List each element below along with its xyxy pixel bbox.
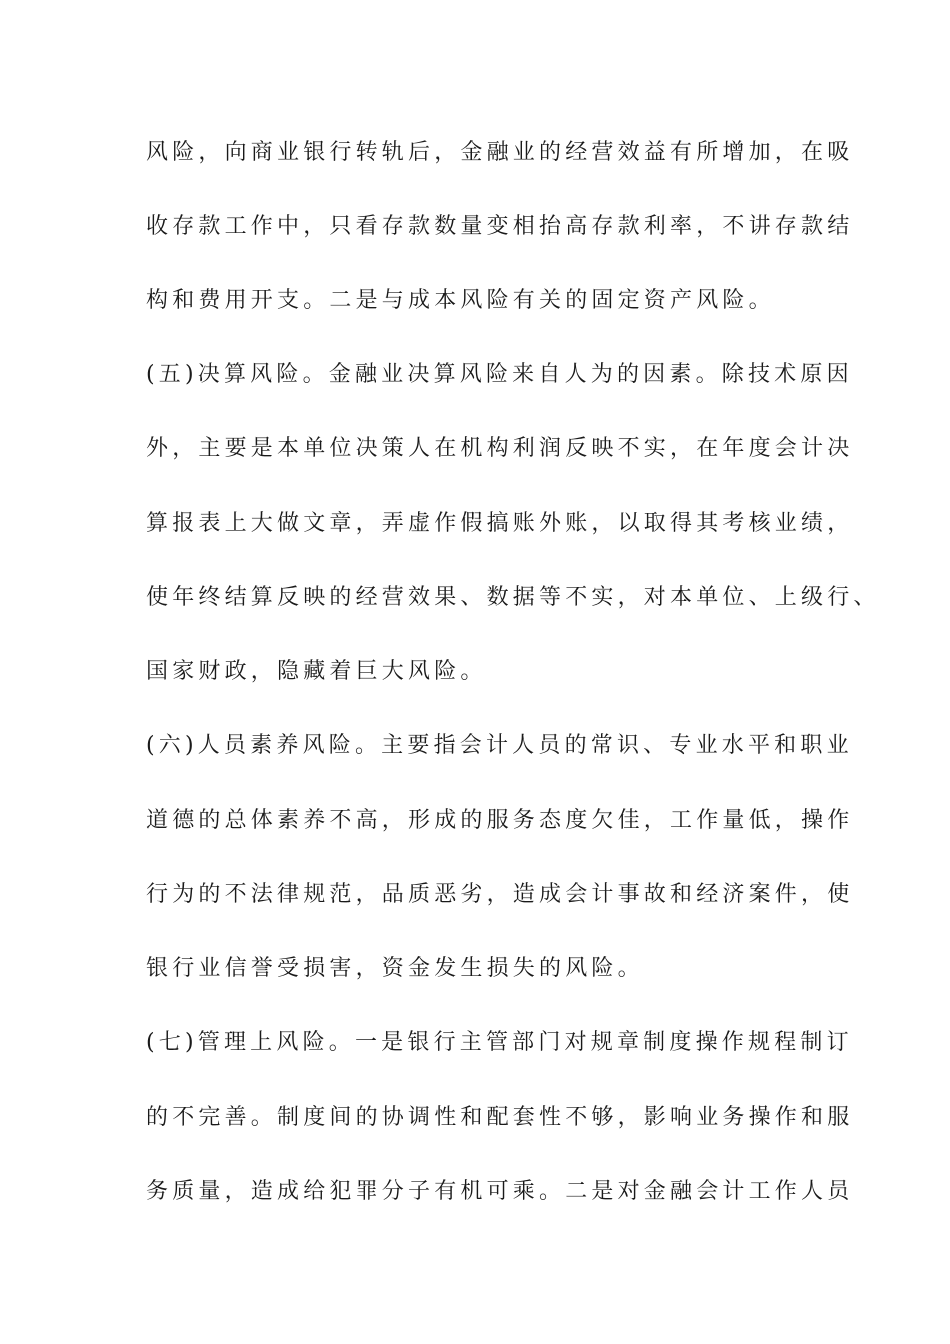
text-line: 构和费用开支。二是与成本风险有关的固定资产风险。 bbox=[146, 288, 775, 313]
text-line: 收存款工作中，只看存款数量变相抬高存款利率，不讲存款结 bbox=[146, 214, 854, 239]
text-line: 务质量，造成给犯罪分子有机可乘。二是对金融会计工作人员 bbox=[146, 1179, 854, 1204]
section-heading-line: (五)决算风险。金融业决算风险来自人为的因素。除技术原因 bbox=[146, 362, 853, 387]
text-line: 的不完善。制度间的协调性和配套性不够，影响业务操作和服 bbox=[146, 1105, 854, 1130]
text-line: 道德的总体素养不高，形成的服务态度欠佳，工作量低，操作 bbox=[146, 808, 854, 833]
text-line: 风险，向商业银行转轨后，金融业的经营效益有所增加，在吸 bbox=[146, 140, 854, 165]
text-line: 行为的不法律规范，品质恶劣，造成会计事故和经济案件，使 bbox=[146, 882, 854, 907]
text-line: 使年终结算反映的经营效果、数据等不实，对本单位、上级行、 bbox=[146, 585, 880, 610]
text-line: 外，主要是本单位决策人在机构利润反映不实，在年度会计决 bbox=[146, 436, 854, 461]
text-line: 国家财政，隐藏着巨大风险。 bbox=[146, 659, 487, 684]
text-line: 算报表上大做文章，弄虚作假搞账外账，以取得其考核业绩， bbox=[146, 511, 854, 536]
section-heading-line: (七)管理上风险。一是银行主管部门对规章制度操作规程制订 bbox=[146, 1030, 853, 1055]
section-heading-line: (六)人员素养风险。主要指会计人员的常识、专业水平和职业 bbox=[146, 733, 853, 758]
text-line: 银行业信誉受损害，资金发生损失的风险。 bbox=[146, 956, 644, 981]
